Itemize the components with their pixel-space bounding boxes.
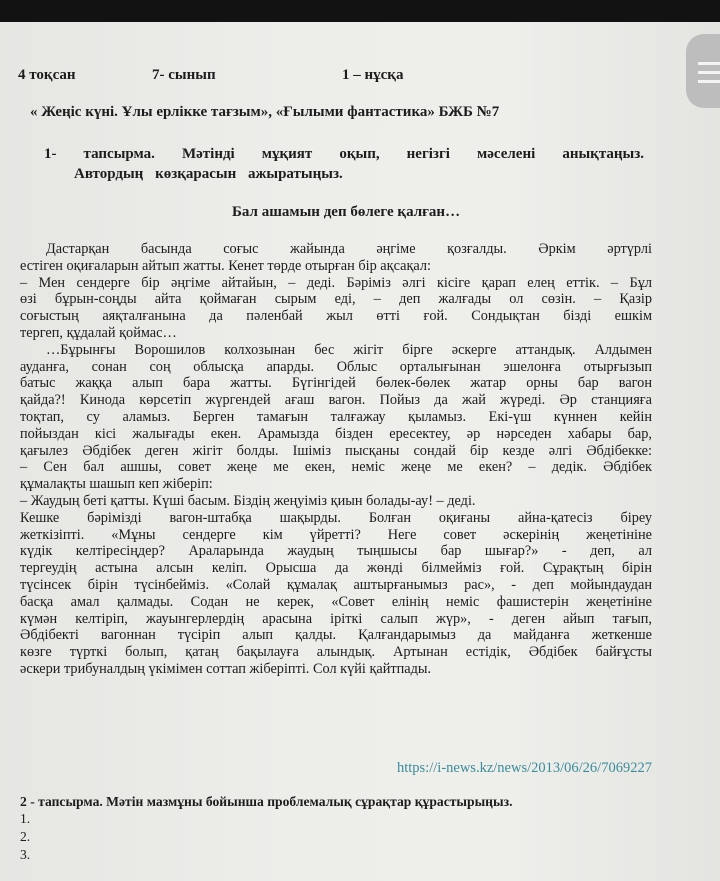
body-line: пойыздан кісі жалығады екен. Арамызда бізден ересектеу, әр нәрседен хабары бар,: [20, 425, 652, 442]
body-line: қағылез Әбдібек деген жігіт болды. Ішіміз пысқаны сондай бір кезде әлгі Әбдібекке:: [20, 442, 652, 459]
body-line: Дастарқан басында соғыс жайында әңгіме қозғалды. Әркім әртүрлі: [46, 241, 652, 257]
task-2-instruction: 2 - тапсырма. Мәтін мазмұны бойынша проблемалық сұрақтар құрастырыңыз.: [20, 794, 513, 809]
grade-label: 7- сынып: [152, 67, 216, 83]
top-bar: [0, 0, 720, 22]
document-title: « Жеңіс күні. Ұлы ерлікке тағзым», «Ғылыми фантастика» БЖБ №7: [30, 104, 500, 120]
body-line: көзге түрткі болып, қатаң бақылауға алындық. Артынан естідік, Әбдібек байғұсты: [20, 644, 652, 661]
variant-label: 1 – нұсқа: [342, 67, 404, 83]
story-title: Бал ашамын деп бөлеге қалған…: [232, 204, 461, 220]
task-1-instruction: [44, 144, 644, 184]
body-line: түсінсек бірін түсінбейміз. «Солай құмалақ аштырғанымыз рас», - деп мойындаудан: [20, 576, 652, 593]
body-line: …Бұрынғы Ворошилов колхозынан бес жігіт бірге әскерге аттандық. Алдымен: [46, 341, 652, 358]
body-line: күмән келтіріп, жауынгерлердің арасына іріткі салып жүр», - деген айып тағып,: [20, 610, 652, 627]
body-line: тергеп, құдалай қоймас…: [20, 324, 177, 341]
task-1-line-2: Автордың көзқарасын ажыратыңыз.: [74, 166, 343, 182]
answer-line-1: 1.: [20, 811, 31, 826]
menu-icon[interactable]: [686, 34, 720, 108]
body-line: Әбдібекті вагоннан түсіріп алып қалды. Қалғандарымыз да майданға жеткенше: [20, 627, 652, 644]
body-line: жеткізіпті. «Мұны сендерге кім үйретті? Неге совет әскерінің жеңетініне: [20, 526, 652, 543]
body-line: өзі бұрын-соңды айта қоймаған сырым еді, – деп жалғады ол сөзін. – Қазір: [20, 291, 652, 308]
body-line: әскери трибуналдың үкімімен соттап жіберіпті. Сол күйі қайтпады.: [20, 660, 432, 677]
task-1-line-1: 1- тапсырма. Мәтінді мұқият оқып, негізгі мәселені анықтаңыз.: [44, 146, 644, 162]
body-line: тергеудің астына алсын келіп. Орысша да жөнді білмейміз ғой. Сұрақтың бірін: [20, 560, 652, 577]
body-line: күдік келтіресіңдер? Араларында жаудың тыңшысы бар шығар?» - деп, ал: [20, 543, 652, 560]
body-line: батыс жаққа алып бара жатты. Бүгінгідей бөлек-бөлек жатар орны бар вагон: [20, 375, 652, 392]
body-line: – Жаудың беті қатты. Күші басым. Біздің жеңуіміз қиын болады-ау! – деді.: [20, 492, 476, 509]
answer-line-3: 3.: [20, 847, 31, 862]
body-line: Кешке бәрімізді вагон-штабқа шақырды. Болған оқиғаны айна-қатесіз біреу: [20, 509, 652, 526]
body-line: қайда?! Кинода көрсетіп жүргендей ағаш вагон. Пойыз да жай жүреді. Әр станцияға: [20, 392, 652, 409]
body-line: басқа амал қалмады. Содан не керек, «Совет елінің неміс фашистерін жеңетініне: [20, 593, 652, 610]
body-line: соғыстың аяқталғанына да пәленбай жыл өтті ғой. Сондықтан біздi ешкім: [20, 308, 652, 325]
quarter-label: 4 тоқсан: [18, 67, 76, 83]
source-link[interactable]: https://i-news.kz/news/2013/06/26/7069227: [397, 760, 652, 776]
body-line: – Сен бал ашшы, совет жеңе ме екен, неміс жеңе ме екен? – дедік. Әбдібек: [20, 459, 652, 476]
body-line: – Мен сендерге бір әңгіме айтайын, – деді. Бәріміз әлгі кісіге қарап елең еттік. – Бұл: [20, 274, 652, 291]
body-line: құмалақты шашып кеп жіберіп:: [20, 476, 213, 493]
body-line: естіген оқиғаларын айтып жатты. Кенет төрде отырған бір ақсақал:: [20, 257, 431, 274]
story-body: [20, 241, 652, 678]
answer-line-2: 2.: [20, 829, 31, 844]
body-line: ауданға, сонан соң облысқа апарды. Облыс орталығынан эшелонға отырғызып: [20, 358, 652, 375]
body-line: тоқтап, су аламыз. Берген тамағын талғажау қыламыз. Екі-үш күннен кейін: [20, 408, 652, 425]
